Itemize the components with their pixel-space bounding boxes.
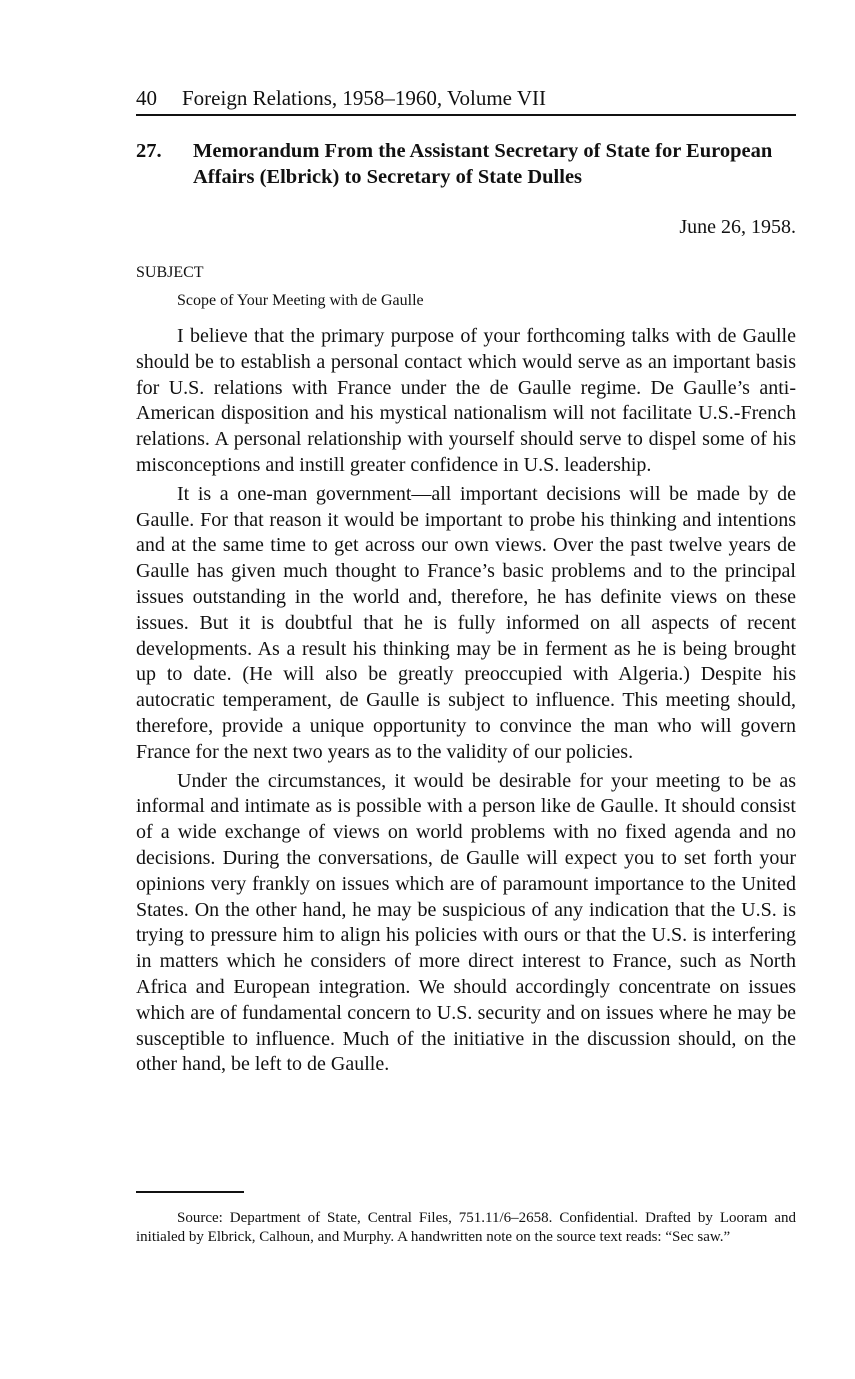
running-title: Foreign Relations, 1958–1960, Volume VII <box>182 86 546 110</box>
body-paragraph: I believe that the primary purpose of your forthcoming talks with de Gaulle should be to establish a personal contact which would serve as an important basis for U.S. relations with France under the de Gaulle regime. De Gaulle’s anti-American disposition and his mystical nationalism will not facilitate U.S.-French relations. A personal relationship with yourself should serve to dispel some of his misconceptions and instill greater confidence in U.S. leadership. <box>136 325 796 476</box>
document-title: Memorandum From the Assistant Secretary of State for European Affairs (Elbrick) to Secretary of State Dulles <box>193 140 773 188</box>
subject-label: SUBJECT <box>136 264 204 281</box>
document-number: 27. <box>136 140 162 162</box>
document-date: June 26, 1958. <box>679 216 796 238</box>
subject-text: Scope of Your Meeting with de Gaulle <box>177 292 424 309</box>
footnote-rule <box>136 1191 244 1193</box>
page-number: 40 <box>136 86 157 110</box>
document-heading <box>136 138 796 190</box>
running-head <box>136 84 796 116</box>
page-content <box>136 84 796 1078</box>
memo-body <box>136 324 796 1078</box>
source-footnote: Source: Department of State, Central Files, 751.11/6–2658. Confidential. Drafted by Looram and initialed by Elbrick, Calhoun, and Murphy. A handwritten note on the source text reads: “Sec saw.” <box>136 1210 796 1245</box>
body-paragraph: It is a one-man government—all important decisions will be made by de Gaulle. For that reason it would be important to probe his thinking and intentions and at the same time to get across our own views. Over the past twelve years de Gaulle has given much thought to France’s basic problems and to the principal issues outstanding in the world and, therefore, he has definite views on these issues. But it is doubtful that he is fully informed on all aspects of recent developments. As a result his thinking may be in ferment as he is being brought up to date. (He will also be greatly preoccupied with Algeria.) Despite his autocratic temperament, de Gaulle is subject to influence. This meeting should, therefore, provide a unique opportunity to convince the man who will govern France for the next two years as to the validity of our policies. <box>136 482 796 763</box>
body-paragraph: Under the circumstances, it would be desirable for your meeting to be as informal and intimate as is possible with a person like de Gaulle. It should consist of a wide exchange of views on world problems with no fixed agenda and no decisions. During the conversations, de Gaulle will expect you to set forth your opinions very frankly on issues which are of paramount importance to the United States. On the other hand, he may be suspicious of any indication that the U.S. is trying to pressure him to align his policies with ours or that the U.S. is interfering in matters which he considers of more direct interest to France, such as North Africa and European integration. We should accordingly concentrate on issues which are of fundamental concern to U.S. security and on issues where he may be susceptible to influence. Much of the initiative in the discussion should, on the other hand, be left to de Gaulle. <box>136 769 796 1076</box>
